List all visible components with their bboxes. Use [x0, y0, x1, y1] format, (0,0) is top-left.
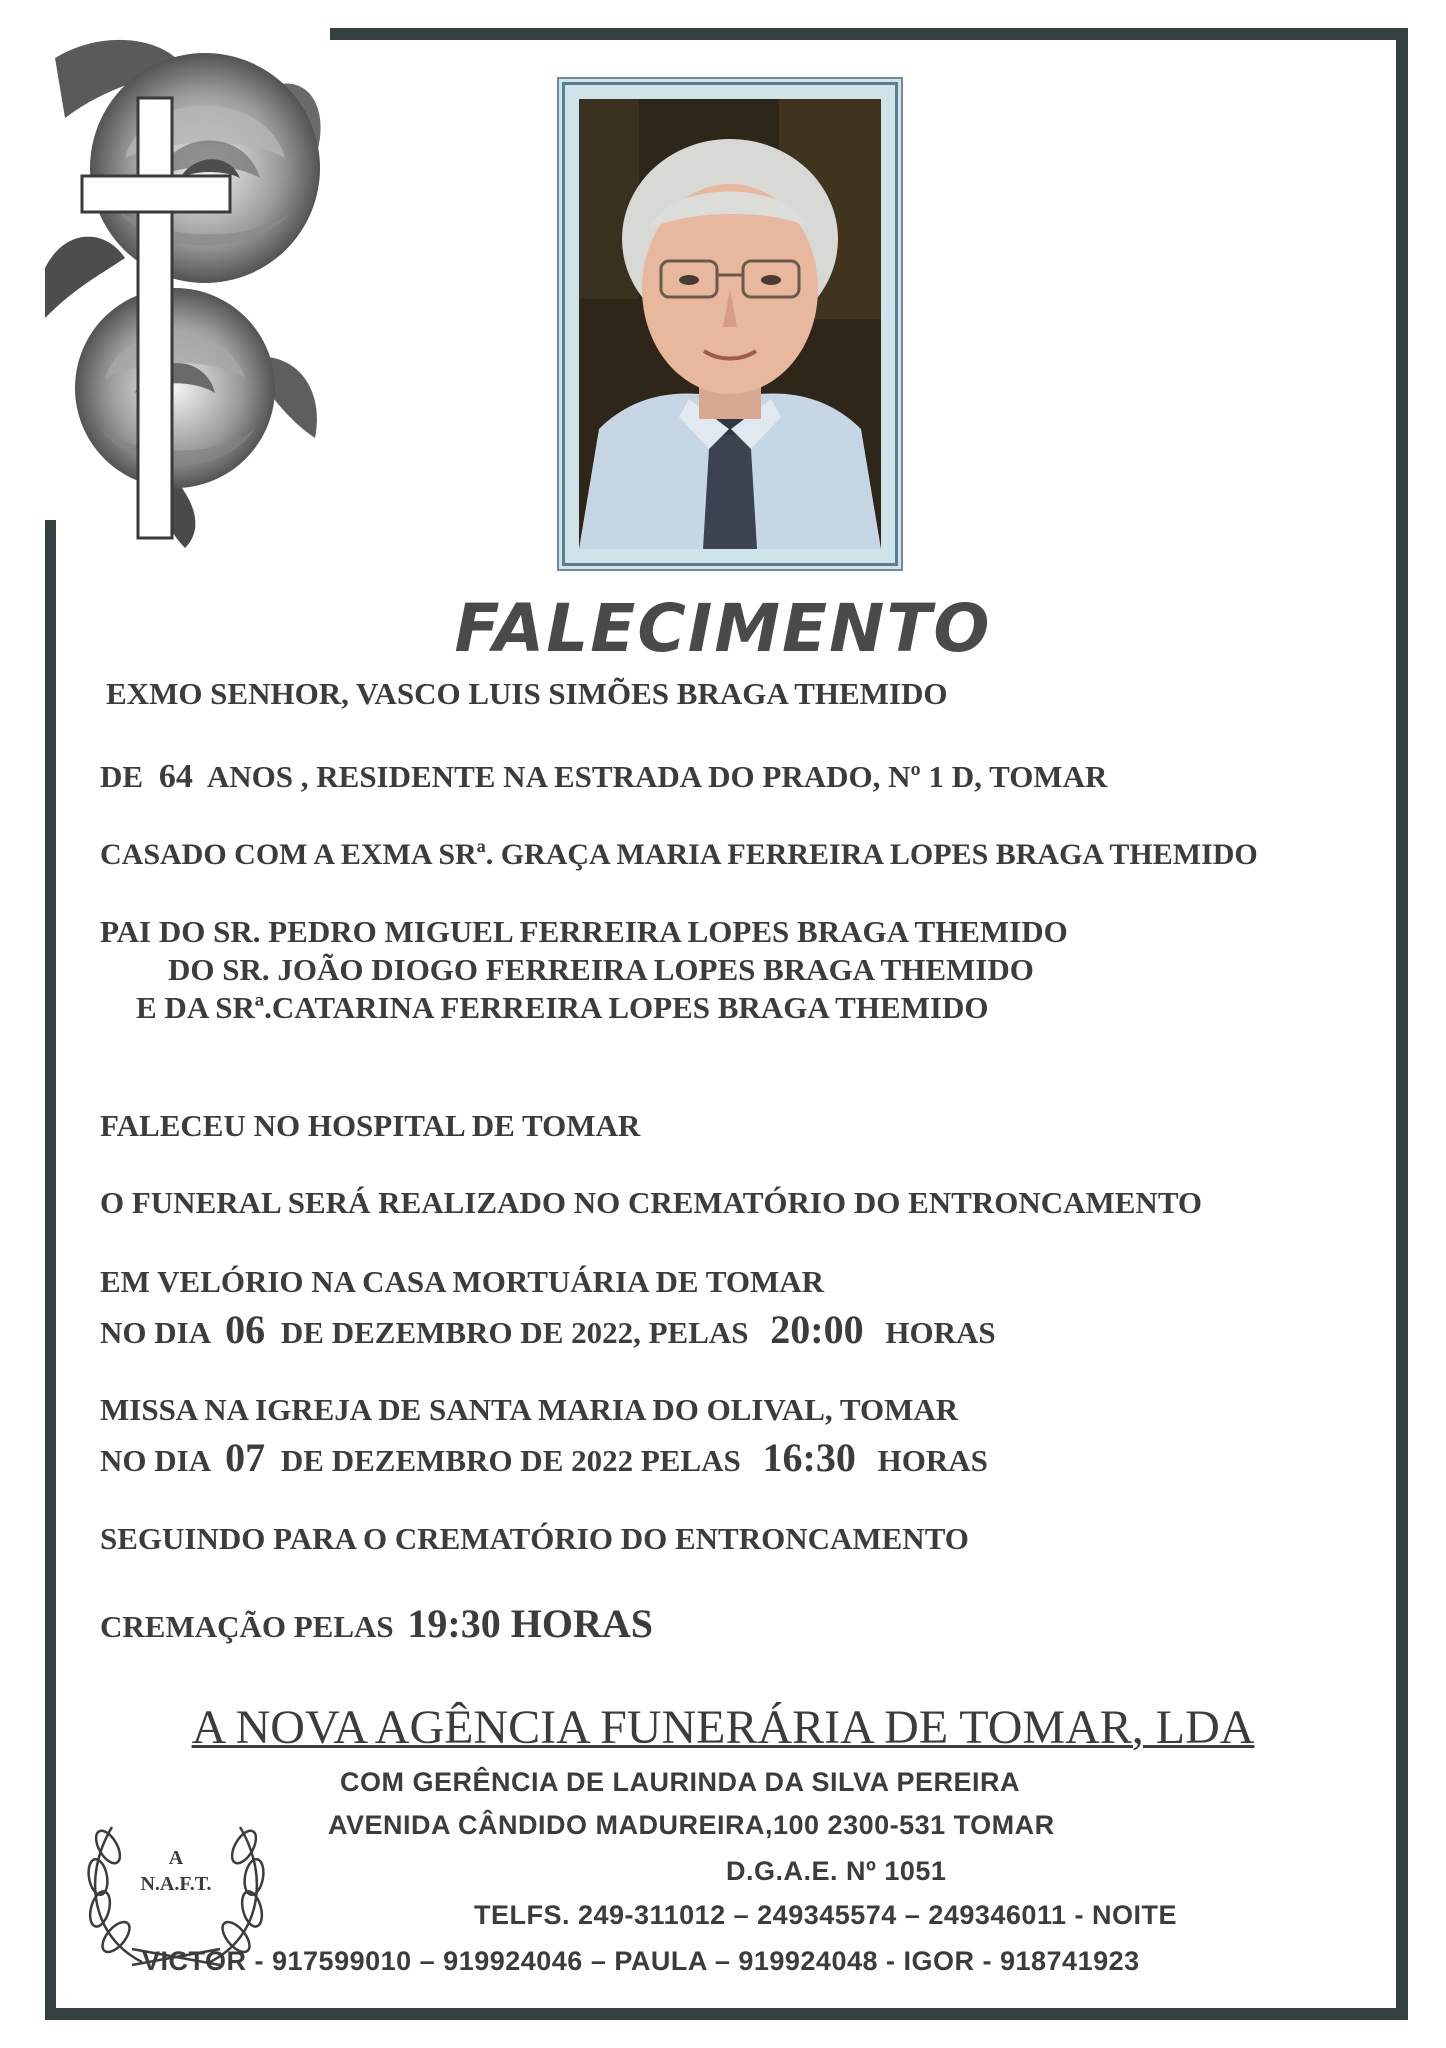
logo-line-2: N.A.F.T.	[140, 1873, 212, 1895]
children-line-1: PAI DO SR. PEDRO MIGUEL FERREIRA LOPES BRAGA THEMIDO	[100, 914, 1068, 949]
logo-line-1: A	[168, 1847, 184, 1869]
agency-logo	[72, 1787, 280, 1977]
wake-day: 06	[225, 1307, 266, 1352]
mass-day: 07	[225, 1435, 266, 1480]
children-line-2: DO SR. JOÃO DIOGO FERREIRA LOPES BRAGA THEMIDO	[168, 952, 1034, 987]
cremation-line	[100, 1600, 653, 1647]
agency-address: AVENIDA CÂNDIDO MADUREIRA,100 2300-531 TOMAR	[328, 1810, 1055, 1840]
portrait-photo	[579, 99, 881, 549]
page-border-left	[45, 520, 56, 2020]
mass-hours: HORAS	[877, 1443, 988, 1478]
age-suffix: ANOS , RESIDENTE NA ESTRADA DO PRADO, Nº 1 D, TOMAR	[206, 759, 1108, 794]
agency-dgae: D.G.A.E. Nº 1051	[726, 1856, 947, 1886]
wake-date-line	[100, 1306, 996, 1353]
age-residence-line	[100, 758, 1107, 796]
page-border-top	[330, 28, 1408, 40]
cross-vertical	[138, 98, 172, 538]
agency-name: A NOVA AGÊNCIA FUNERÁRIA DE TOMAR, LDA	[191, 1701, 1255, 1754]
wake-hours: HORAS	[885, 1315, 996, 1350]
cremation-prefix: CREMAÇÃO PELAS	[100, 1609, 394, 1644]
portrait-photo-frame	[562, 82, 898, 566]
cremation-time: 19:30 HORAS	[407, 1601, 653, 1646]
page-title: FALECIMENTO	[454, 590, 992, 667]
mass-place-line: MISSA NA IGREJA DE SANTA MARIA DO OLIVAL, TOMAR	[100, 1392, 959, 1427]
children-line-3: E DA SRª.CATARINA FERREIRA LOPES BRAGA THEMIDO	[136, 990, 989, 1025]
mass-day-prefix: NO DIA	[100, 1443, 210, 1478]
wake-time: 20:00	[770, 1307, 864, 1352]
age-prefix: DE	[100, 759, 144, 794]
agency-phones: TELFS. 249-311012 – 249345574 – 249346011 - NOITE	[474, 1900, 1177, 1930]
wake-place-line: EM VELÓRIO NA CASA MORTUÁRIA DE TOMAR	[100, 1264, 825, 1299]
agency-management: COM GERÊNCIA DE LAURINDA DA SILVA PEREIRA	[340, 1767, 1021, 1797]
following-line: SEGUINDO PARA O CREMATÓRIO DO ENTRONCAMENTO	[100, 1521, 969, 1556]
agency-contacts: VICTOR - 917599010 – 919924046 – PAULA – 919924048 - IGOR - 918741923	[142, 1946, 1140, 1976]
age-value: 64	[158, 758, 193, 795]
page-border-bottom	[45, 2008, 1408, 2020]
spouse-line: CASADO COM A EXMA SRª. GRAÇA MARIA FERREIRA LOPES BRAGA THEMIDO	[100, 838, 1258, 871]
died-at-line: FALECEU NO HOSPITAL DE TOMAR	[100, 1108, 641, 1143]
mass-date-line	[100, 1434, 988, 1481]
portrait-illustration	[579, 99, 881, 549]
funeral-line: O FUNERAL SERÁ REALIZADO NO CREMATÓRIO DO ENTRONCAMENTO	[100, 1185, 1203, 1220]
mass-time: 16:30	[762, 1435, 856, 1480]
deceased-line: EXMO SENHOR, VASCO LUIS SIMÕES BRAGA THEMIDO	[106, 676, 948, 711]
mass-date-text: DE DEZEMBRO DE 2022 PELAS	[280, 1443, 741, 1478]
wake-date-text: DE DEZEMBRO DE 2022, PELAS	[280, 1315, 749, 1350]
wake-day-prefix: NO DIA	[100, 1315, 210, 1350]
roses-cross-decoration	[45, 28, 335, 548]
